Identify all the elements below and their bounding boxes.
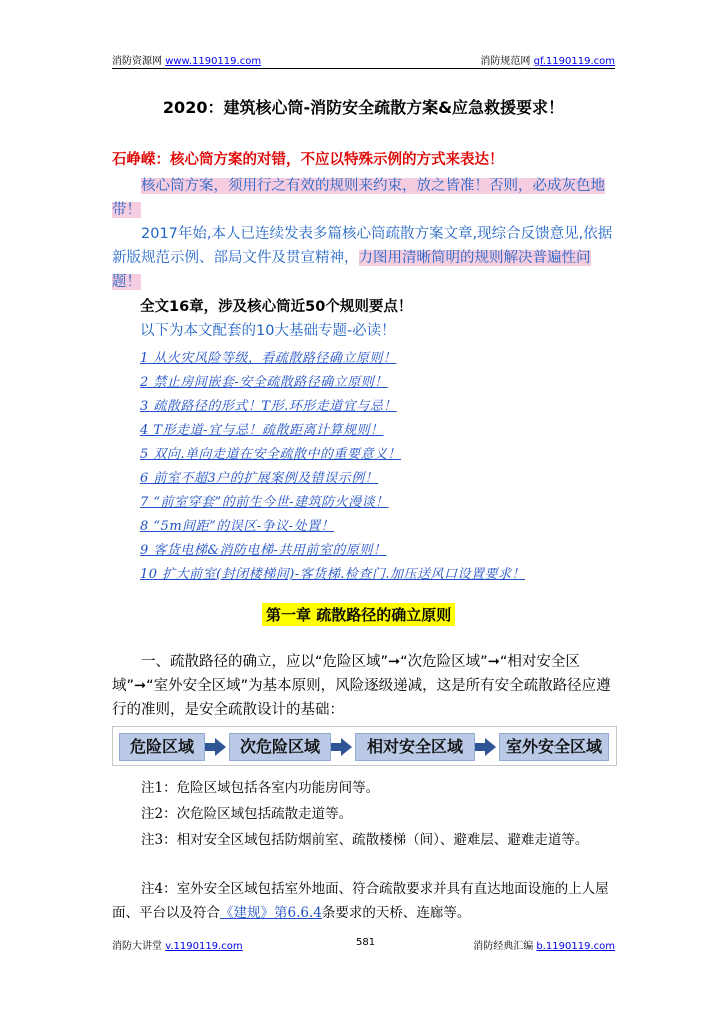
intro-statement: 石峥嵘：核心筒方案的对错，不应以特殊示例的方式来表达！ — [112, 152, 504, 168]
note-4-text: 注4：室外安全区域包括室外地面、符合疏散要求并具有直达地面设施的上人屋面、平台以及符合 — [112, 881, 609, 921]
rule-paragraph: 一、疏散路径的确立，应以“危险区域”➞“次危险区域”➞“相对安全区域”➞“室外安全区域”为基本原则，风险逐级递减，这是所有安全疏散路径应遵行的准则，是安全疏散设计的基础： — [112, 654, 611, 718]
flow-box-outdoor-safe: 室外安全区域 — [499, 733, 609, 761]
note-4-tail: 条要求的天桥、连廊等。 — [321, 905, 471, 921]
header-right-text: 消防规范网 — [480, 56, 531, 67]
footer-left-link[interactable]: v.1190119.com — [165, 941, 243, 952]
header-right — [480, 52, 615, 67]
note-4-reference[interactable]: 《建规》第6.6.4 — [220, 905, 322, 921]
toc-item-7[interactable]: 7 “前室穿套”的前生今世-建筑防火漫谈！ — [140, 495, 389, 510]
intro-background-highlight: 力图用清晰简明的规则解决普遍性问题！ — [112, 250, 591, 290]
header-left-text: 消防资源网 — [112, 56, 162, 67]
intro-core-rule — [112, 174, 615, 222]
toc-item-8[interactable]: 8 “5m间距”的误区-争议-处置！ — [140, 519, 335, 534]
page-number: 581 — [356, 937, 376, 948]
flow-box-secondary-danger: 次危险区域 — [229, 733, 331, 761]
page-footer — [112, 937, 615, 953]
note-4 — [112, 877, 615, 925]
toc-item-5[interactable]: 5 双向.单向走道在安全疏散中的重要意义！ — [140, 447, 402, 462]
toc-item-6[interactable]: 6 前室不超3户的扩展案例及错误示例！ — [140, 471, 379, 486]
toc-item-10[interactable]: 10 扩大前室(封闭楼梯间)-客货梯.检查门.加压送风口设置要求！ — [140, 567, 525, 582]
header-right-link[interactable]: gf.1190119.com — [533, 56, 615, 67]
document-title: 2020：建筑核心筒-消防安全疏散方案&应急救援要求！ — [162, 98, 565, 117]
footer-left — [112, 937, 243, 952]
note-1: 注1：危险区域包括各室内功能房间等。 — [141, 780, 380, 796]
footer-right-link[interactable]: b.1190119.com — [536, 941, 615, 952]
flow-box-danger: 危险区域 — [119, 733, 205, 761]
toc-item-4[interactable]: 4 T形走道-宜与忌！疏散距离计算规则！ — [140, 423, 384, 438]
intro-summary: 全文16章，涉及核心筒近50个规则要点！ — [140, 299, 413, 315]
note-2: 注2：次危险区域包括疏散走道等。 — [141, 806, 353, 822]
footer-left-text: 消防大讲堂 — [112, 941, 162, 952]
note-3: 注3：相对安全区域包括防烟前室、疏散楼梯（间）、避难层、避难走道等。 — [141, 832, 589, 848]
header-left — [112, 52, 261, 67]
intro-background — [112, 222, 615, 294]
intro-background-text: 2017年始,本人已连续发表多篇核心筒疏散方案文章,现综合反馈意见,依据新版规范示例、部局文件及贯宣精神， — [112, 226, 613, 266]
toc-item-1[interactable]: 1 从火灾风险等级，看疏散路径确立原则！ — [140, 351, 397, 366]
flow-box-relative-safe: 相对安全区域 — [355, 733, 475, 761]
risk-flow-diagram — [112, 726, 617, 766]
header-left-link[interactable]: www.1190119.com — [165, 56, 262, 67]
intro-core-rule-text: 核心筒方案，须用行之有效的规则来约束，放之皆准！否则，必成灰色地带！ — [112, 178, 605, 218]
toc-item-2[interactable]: 2 禁止房间嵌套-安全疏散路径确立原则！ — [140, 375, 388, 390]
toc-item-3[interactable]: 3 疏散路径的形式！T形.环形走道宜与忌！ — [140, 399, 397, 414]
footer-right-text: 消防经典汇编 — [473, 941, 534, 952]
chapter-title: 第一章 疏散路径的确立原则 — [262, 603, 455, 626]
footer-right — [473, 937, 615, 952]
page-header — [112, 52, 615, 69]
toc-item-9[interactable]: 9 客货电梯&消防电梯-共用前室的原则！ — [140, 543, 387, 558]
intro-topics-heading: 以下为本文配套的10大基础专题-必读！ — [140, 323, 396, 339]
